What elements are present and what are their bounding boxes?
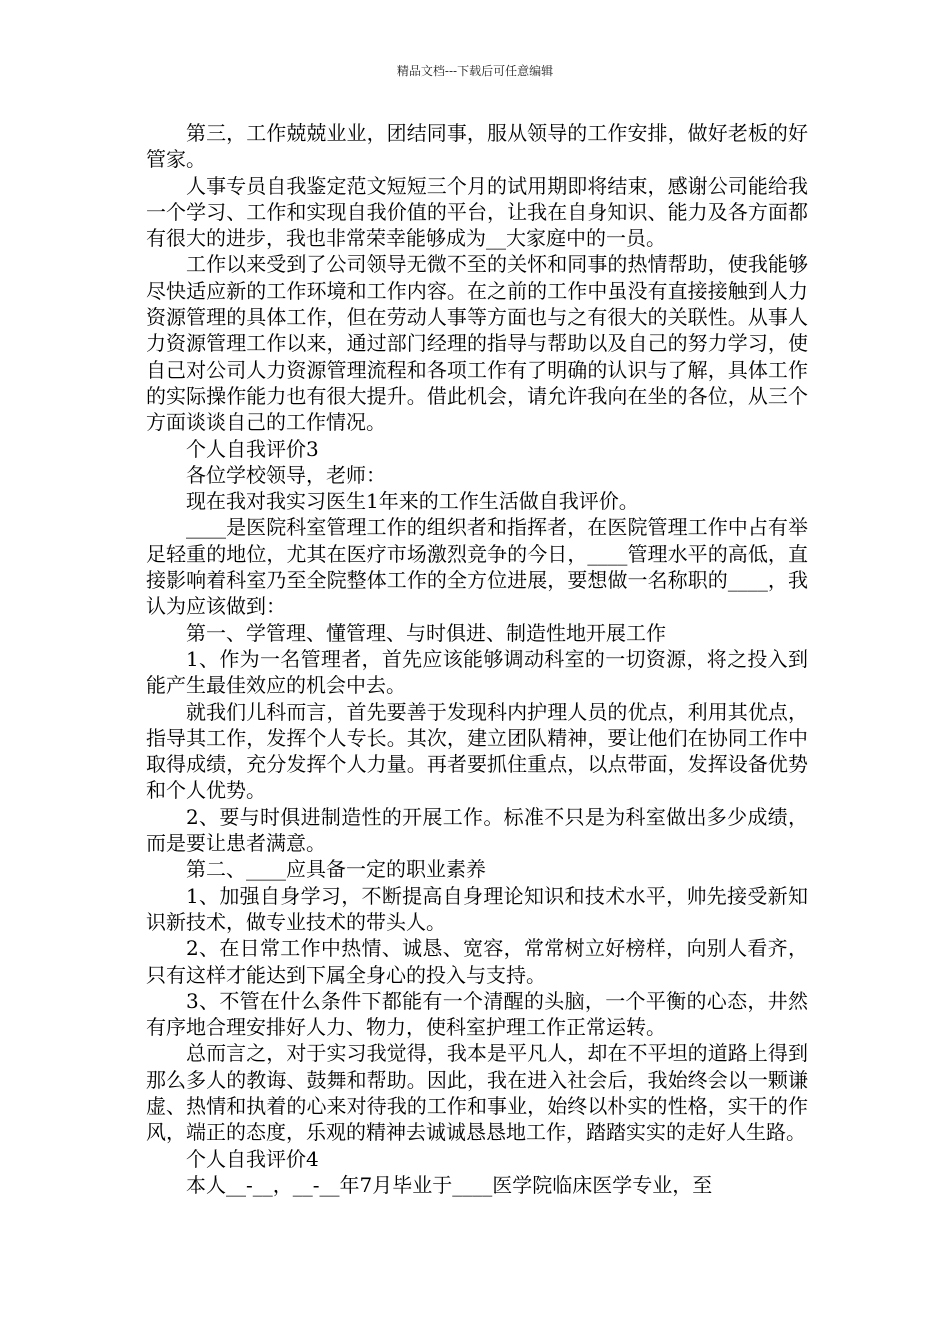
salutation: 各位学校领导，老师： [186,462,386,487]
list-item: 3、不管在什么条件下都能有一个清醒的头脑，一个平衡的心态，井然有序地合理安排好人力、物力，使科室护理工作正常运转。 [146,988,808,1040]
page-header: 精品文档---下载后可任意编辑 [396,64,554,78]
sub-heading: 第一、学管理、懂管理、与时俱进、制造性地开展工作 [186,620,666,645]
document-body [146,120,808,1198]
paragraph: 总而言之，对于实习我觉得，我本是平凡人，却在不平坦的道路上得到那么多人的教诲、鼓舞和帮助。因此，我在进入社会后，我始终会以一颗谦虚、热情和执着的心来对待我的工作和事业，始终以朴实的性格，实干的作风，端正的态度，乐观的精神去诚诚恳恳地工作，踏踏实实的走好人生路。 [146,1041,808,1145]
list-item: 1、加强自身学习，不断提高自身理论知识和技术水平，帅先接受新知识新技术，做专业技术的带头人。 [146,883,808,934]
section-heading: 个人自我评价3 [186,436,319,461]
paragraph: 本人__-__，__-__年7月毕业于____医学院临床医学专业，至 [186,1172,713,1197]
list-item: 2、要与时俱进制造性的开展工作。标准不只是为科室做出多少成绩，而是要让患者满意。 [146,804,808,856]
paragraph: ____是医院科室管理工作的组织者和指挥者，在医院管理工作中占有举足轻重的地位，尤其在医疗市场激烈竞争的今日，____管理水平的高低，直接影响着科室乃至全院整体工作的全方位进展，要想做一名称职的____，我认为应该做到： [146,515,808,619]
paragraph: 就我们儿科而言，首先要善于发现科内护理人员的优点，利用其优点，指导其工作，发挥个人专长。其次，建立团队精神，要让他们在协同工作中取得成绩，充分发挥个人力量。再者要抓住重点，以点带面，发挥设备优势和个人优势。 [146,699,808,803]
list-item: 2、在日常工作中热情、诚恳、宽容，常常树立好榜样，向别人看齐，只有这样才能达到下属全身心的投入与支持。 [146,936,808,987]
paragraph: 人事专员自我鉴定范文短短三个月的试用期即将结束，感谢公司能给我一个学习、工作和实现自我价值的平台，让我在自身知识、能力及各方面都有很大的进步，我也非常荣幸能够成为__大家庭中的一员。 [146,173,808,251]
paragraph: 现在我对我实习医生1年来的工作生活做自我评价。 [186,489,639,514]
paragraph: 工作以来受到了公司领导无微不至的关怀和同事的热情帮助，使我能够尽快适应新的工作环境和工作内容。在之前的工作中虽没有直接接触到人力资源管理的具体工作，但在劳动人事等方面也与之有很大的关联性。从事人力资源管理工作以来，通过部门经理的指导与帮助以及自己的努力学习，使自己对公司人力资源管理流程和各项工作有了明确的认识与了解，具体工作的实际操作能力也有很大提升。借此机会，请允许我向在坐的各位，从三个方面谈谈自己的工作情况。 [146,252,808,435]
list-item: 1、作为一名管理者，首先应该能够调动科室的一切资源，将之投入到能产生最佳效应的机会中去。 [146,646,808,698]
sub-heading: 第二、____应具备一定的职业素养 [186,857,486,882]
section-heading: 个人自我评价4 [186,1146,319,1171]
paragraph: 第三，工作兢兢业业，团结同事，服从领导的工作安排，做好老板的好管家。 [146,121,808,172]
